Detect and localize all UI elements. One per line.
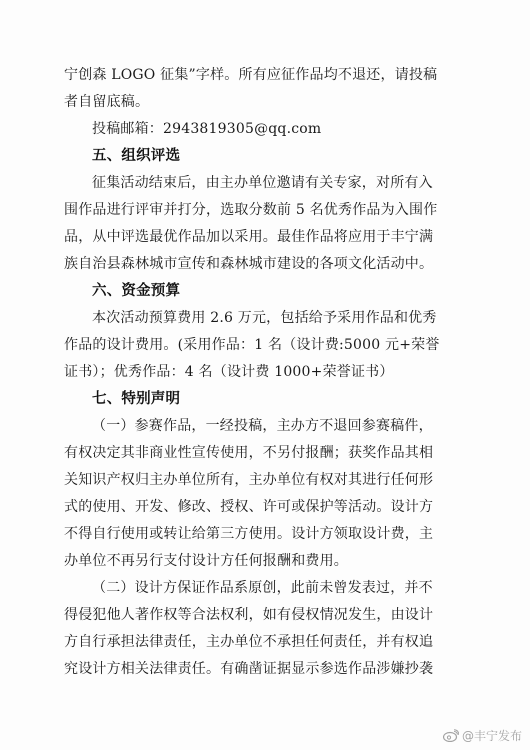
body-line: 究设计方相关法律责任。有确凿证据显示参选作品涉嫌抄袭 bbox=[64, 661, 434, 677]
body-line: 得侵犯他人著作权等合法权利，如有侵权情况发生，由设计 bbox=[64, 607, 434, 623]
paragraph-first-line: 征集活动结束后，由主办单位邀请有关专家，对所有入 bbox=[92, 175, 433, 191]
submission-email-line: 投稿邮箱：2943819305@qq.com bbox=[92, 121, 322, 137]
body-line: 作品的设计费用。(采用作品：1 名（设计费:5000 元+荣誉 bbox=[64, 337, 440, 353]
body-line: 族自治县森林城市宣传和森林城市建设的各项文化活动中。 bbox=[64, 256, 434, 272]
body-line: 不得自行使用或转让给第三方使用。设计方领取设计费，主 bbox=[64, 526, 434, 542]
watermark-text: @丰宁发布 bbox=[461, 729, 522, 743]
section-heading-evaluation: 五、组织评选 bbox=[92, 148, 181, 164]
body-line: 围作品进行评审并打分，选取分数前 5 名优秀作品为入围作 bbox=[64, 202, 438, 218]
weibo-icon bbox=[443, 729, 459, 742]
section-heading-budget: 六、资金预算 bbox=[92, 283, 181, 299]
body-line: 品，从中评选最优作品加以采用。最佳作品将应用于丰宁满 bbox=[64, 229, 434, 245]
paragraph-first-line: 本次活动预算费用 2.6 万元，包括给予采用作品和优秀 bbox=[92, 310, 437, 326]
paragraph-first-line: （二）设计方保证作品系原创，此前未曾发表过，并不 bbox=[92, 580, 433, 596]
weibo-watermark bbox=[443, 727, 522, 744]
body-line: 证书）；优秀作品：4 名（设计费 1000+荣誉证书） bbox=[64, 364, 394, 380]
document-body bbox=[64, 62, 466, 683]
body-line: 办单位不再另行支付设计方任何报酬和费用。 bbox=[64, 553, 348, 569]
body-line: 关知识产权归主办单位所有，主办单位有权对其进行任何形 bbox=[64, 472, 434, 488]
body-line: 式的使用、开发、修改、授权、许可或保护等活动。设计方 bbox=[64, 499, 434, 515]
section-heading-statement: 七、特别声明 bbox=[92, 391, 181, 407]
body-line: 方自行承担法律责任，主办单位不承担任何责任，并有权追 bbox=[64, 634, 434, 650]
body-line: 者自留底稿。 bbox=[64, 94, 150, 110]
body-line: 有权决定其非商业性宣传使用，不另付报酬；获奖作品其相 bbox=[64, 445, 434, 461]
body-line: 宁创森 LOGO 征集”字样。所有应征作品均不退还，请投稿 bbox=[64, 67, 438, 83]
paragraph-first-line: （一）参赛作品，一经投稿，主办方不退回参赛稿件， bbox=[92, 418, 433, 434]
